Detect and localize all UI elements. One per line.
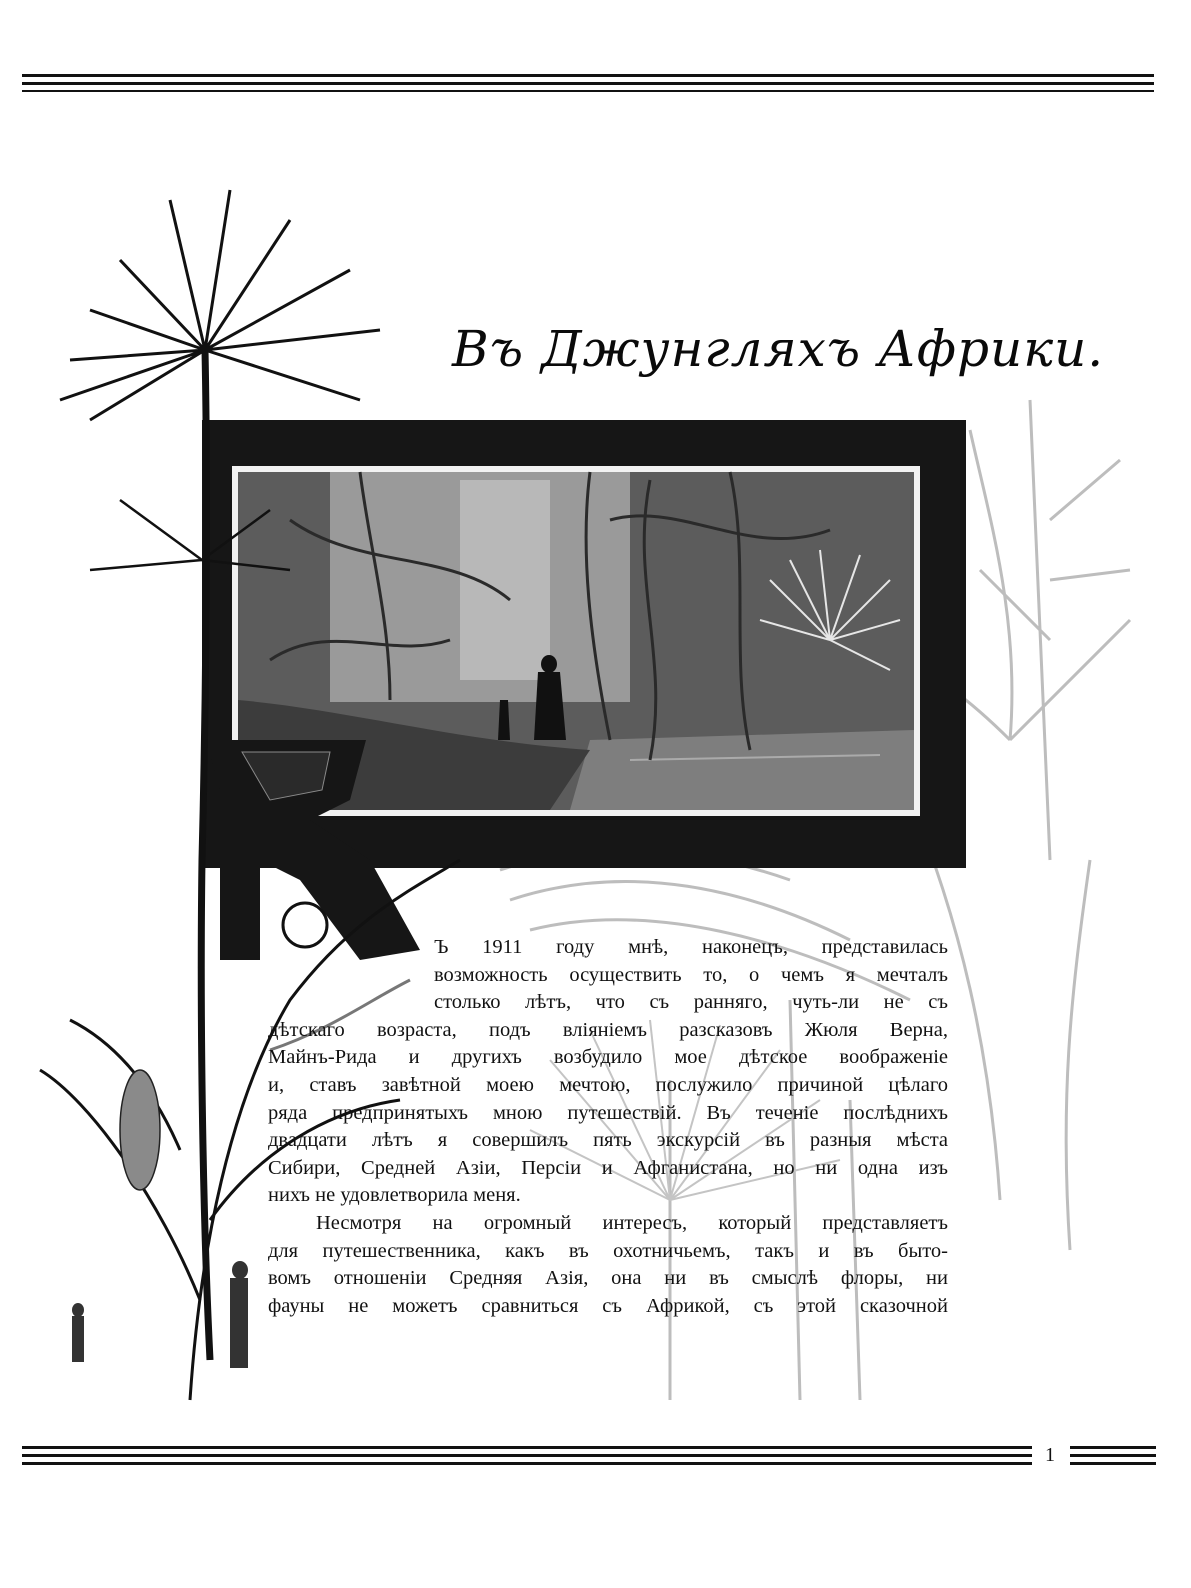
text-line: Сибири, Средней Азіи, Персіи и Афганистана, но ни одна изъ bbox=[268, 1156, 948, 1179]
text-line: нихъ не удовлетворила меня. bbox=[268, 1184, 521, 1207]
chapter-title: Въ Джунгляхъ Африки. bbox=[452, 320, 1105, 378]
banana-bunch bbox=[120, 1070, 160, 1190]
text-line: фауны не можетъ сравниться съ Африкой, съ этой сказочной bbox=[268, 1294, 948, 1317]
bottom-rule-right bbox=[1070, 1446, 1156, 1470]
bottom-rule-left bbox=[22, 1446, 1032, 1470]
text-line: для путешественника, какъ въ охотничьемъ, такъ и въ быто- bbox=[268, 1239, 948, 1262]
text-line: Несмотря на огромный интересъ, который представляетъ bbox=[316, 1211, 948, 1234]
top-rule bbox=[22, 74, 1154, 92]
text-line: и, ставъ завѣтной моею мечтою, послужило причиной цѣлаго bbox=[268, 1073, 948, 1096]
page-number: 1 bbox=[1045, 1444, 1055, 1466]
text-line: ряда предпринятыхъ мною путешествій. Въ теченіе послѣднихъ bbox=[268, 1101, 948, 1124]
picture-sky bbox=[330, 472, 630, 702]
text-line: Ъ 1911 году мнѣ, наконецъ, представилась bbox=[434, 936, 948, 958]
picture-water bbox=[570, 730, 914, 810]
text-line: дѣтскаго возраста, подъ вліяніемъ разсказовъ Жюля Верна, bbox=[268, 1018, 948, 1041]
text-line: столько лѣтъ, что съ ранняго, чуть-ли не съ bbox=[434, 991, 948, 1014]
distant-figures bbox=[72, 1261, 248, 1368]
body-text bbox=[268, 934, 948, 1320]
text-line: вомъ отношеніи Средняя Азія, она ни въ смыслѣ флоры, ни bbox=[268, 1267, 948, 1290]
text-line: Майнъ-Рида и другихъ возбудило мое дѣтское воображеніе bbox=[268, 1046, 948, 1069]
text-line: двадцати лѣтъ я совершилъ пять экскурсій въ разныя мѣста bbox=[268, 1129, 948, 1152]
text-line: возможность осуществить то, о чемъ я мечталъ bbox=[434, 963, 948, 986]
